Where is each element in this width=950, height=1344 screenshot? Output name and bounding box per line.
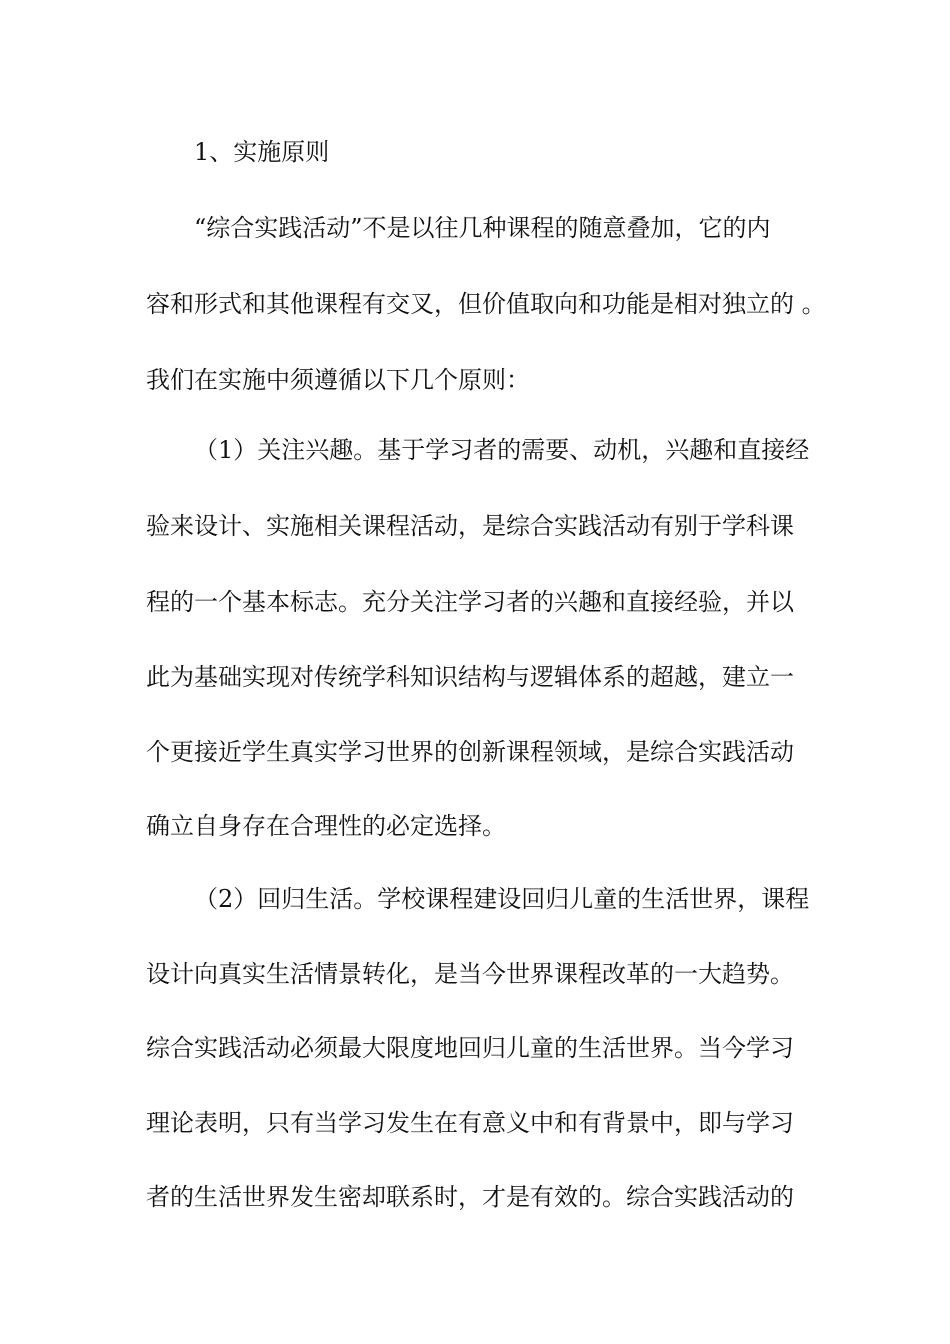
paragraph-line: 确立自身存在合理性的必定选择。: [146, 812, 506, 840]
section-heading: 1、实施原则: [194, 138, 330, 166]
paragraph-line: 我们在实施中须遵循以下几个原则：: [146, 366, 530, 394]
paragraph-line: （2）回归生活。学校课程建设回归儿童的生活世界，课程: [194, 885, 810, 913]
paragraph-line: 个更接近学生真实学习世界的创新课程领域，是综合实践活动: [146, 738, 794, 766]
paragraph-line: 者的生活世界发生密却联系时，才是有效的。综合实践活动的: [146, 1183, 794, 1211]
paragraph-line: 此为基础实现对传统学科知识结构与逻辑体系的超越，建立一: [146, 663, 794, 691]
paragraph-line: 验来设计、实施相关课程活动，是综合实践活动有别于学科课: [146, 512, 794, 540]
paragraph-line: 设计向真实生活情景转化，是当今世界课程改革的一大趋势。: [146, 960, 794, 988]
paragraph-line: 容和形式和其他课程有交叉，但价值取向和功能是相对独立的 。: [146, 290, 826, 318]
paragraph-line: 理论表明，只有当学习发生在有意义中和有背景中，即与学习: [146, 1109, 794, 1137]
paragraph-line: 综合实践活动必须最大限度地回归儿童的生活世界。当今学习: [146, 1034, 794, 1062]
paragraph-line: 程的一个基本标志。充分关注学习者的兴趣和直接经验，并以: [146, 588, 794, 616]
paragraph-line: “综合实践活动”不是以往几种课程的随意叠加，它的内: [194, 214, 771, 242]
paragraph-line: （1）关注兴趣。基于学习者的需要、动机，兴趣和直接经: [194, 436, 810, 464]
